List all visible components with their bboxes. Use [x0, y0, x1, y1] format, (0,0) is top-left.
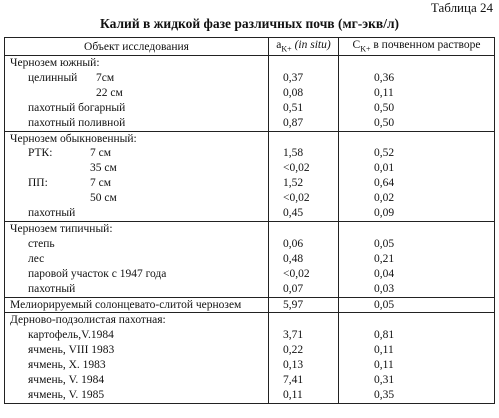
row-depth: 7см	[96, 71, 115, 84]
row-label: пахотный богарный	[28, 101, 126, 114]
row-label-cell	[5, 388, 269, 403]
row-label-cell	[5, 373, 269, 388]
row-label: пахотный	[28, 207, 76, 220]
row-label: степь	[28, 237, 55, 250]
a-value: 0,48	[269, 252, 339, 267]
row-label-cell	[5, 71, 269, 86]
c-value: 0,50	[339, 116, 495, 131]
table-row	[5, 358, 495, 373]
c-value: 0,01	[339, 161, 495, 176]
row-label: паровой участок с 1947 года	[28, 267, 167, 280]
a-value: 0,45	[269, 206, 339, 221]
row-depth: 35 см	[90, 162, 117, 175]
header-c	[339, 38, 495, 56]
c-value: 0,81	[339, 328, 495, 343]
c-value	[339, 221, 495, 236]
c-value: 0,03	[339, 282, 495, 297]
c-value: 0,64	[339, 176, 495, 191]
group-row	[5, 297, 495, 313]
row-label-cell	[5, 282, 269, 297]
row-label-cell	[5, 161, 269, 176]
a-value: 0,11	[269, 388, 339, 403]
potassium-table	[4, 37, 495, 404]
row-label: ПП:	[28, 177, 48, 190]
row-label-cell	[5, 101, 269, 116]
a-value: 1,58	[269, 146, 339, 161]
row-label: РТК:	[28, 147, 53, 160]
row-depth: 22 см	[96, 86, 123, 99]
c-value	[339, 56, 495, 71]
a-value: 1,52	[269, 176, 339, 191]
c-value: 0,50	[339, 101, 495, 116]
row-depth: 50 см	[90, 192, 117, 205]
a-value	[269, 56, 339, 71]
table-row	[5, 328, 495, 343]
table-row	[5, 101, 495, 116]
c-value: 0,31	[339, 373, 495, 388]
table-row	[5, 343, 495, 358]
header-a	[269, 38, 339, 56]
a-value	[269, 313, 339, 328]
row-label-cell	[5, 267, 269, 282]
table-row	[5, 116, 495, 131]
header-row	[5, 38, 495, 56]
row-label-cell	[5, 86, 269, 101]
group-name: Чернозем южный:	[5, 56, 269, 71]
c-value: 0,02	[339, 191, 495, 206]
a-value: <0,02	[269, 267, 339, 282]
table-number: Таблица 24	[430, 0, 493, 15]
a-value: 0,07	[269, 282, 339, 297]
row-label-cell	[5, 206, 269, 221]
row-label: лес	[28, 252, 45, 265]
a-value	[269, 131, 339, 146]
a-value: 0,13	[269, 358, 339, 373]
a-value: 0,08	[269, 86, 339, 101]
row-label-cell	[5, 191, 269, 206]
row-label: ячмень, VIII 1983	[28, 344, 115, 357]
row-depth: 7 см	[90, 147, 112, 160]
header-c-main: C	[352, 39, 361, 52]
a-value: <0,02	[269, 161, 339, 176]
table-row	[5, 71, 495, 86]
table-row	[5, 206, 495, 221]
row-label-cell	[5, 116, 269, 131]
a-value: 5,97	[269, 297, 339, 313]
group-name: Чернозем обыкновенный:	[5, 131, 269, 146]
group-name: Чернозем типичный:	[5, 221, 269, 236]
a-value: 0,06	[269, 237, 339, 252]
a-value: 0,37	[269, 71, 339, 86]
row-label-cell	[5, 252, 269, 267]
group-row	[5, 56, 495, 71]
row-label-cell	[5, 176, 269, 191]
group-row	[5, 221, 495, 236]
table-row	[5, 161, 495, 176]
a-value: 0,22	[269, 343, 339, 358]
a-value: <0,02	[269, 191, 339, 206]
c-value: 0,11	[339, 86, 495, 101]
table-row	[5, 388, 495, 403]
group-row	[5, 131, 495, 146]
c-value: 0,35	[339, 388, 495, 403]
c-value: 0,04	[339, 267, 495, 282]
table-row	[5, 237, 495, 252]
group-name: Дерново-подзолистая пахотная:	[5, 313, 269, 328]
row-label: пахотный поливной	[28, 116, 126, 129]
group-name: Мелиорируемый солонцевато-слитой чернозем	[5, 297, 269, 313]
c-value	[339, 313, 495, 328]
row-label: целинный	[28, 71, 78, 84]
c-value: 0,05	[339, 237, 495, 252]
row-depth: 7 см	[90, 177, 112, 190]
table-row	[5, 191, 495, 206]
table-row	[5, 252, 495, 267]
a-value: 3,71	[269, 328, 339, 343]
row-label-cell	[5, 358, 269, 373]
c-value: 0,11	[339, 343, 495, 358]
header-c-sub: K+	[360, 44, 371, 54]
table-row	[5, 146, 495, 161]
a-value	[269, 221, 339, 236]
table-row	[5, 373, 495, 388]
c-value: 0,52	[339, 146, 495, 161]
row-label: картофель,V.1984	[28, 329, 114, 342]
c-value: 0,11	[339, 358, 495, 373]
header-a-note: (in situ)	[294, 39, 331, 52]
table-row	[5, 176, 495, 191]
a-value: 0,51	[269, 101, 339, 116]
c-value: 0,05	[339, 297, 495, 313]
header-a-sub: K+	[281, 44, 292, 54]
row-label-cell	[5, 343, 269, 358]
c-value: 0,36	[339, 71, 495, 86]
header-c-note: в почвенном растворе	[373, 39, 481, 52]
row-label-cell	[5, 146, 269, 161]
group-row	[5, 313, 495, 328]
table-row	[5, 282, 495, 297]
row-label: ячмень, V. 1985	[28, 388, 105, 401]
row-label: ячмень, X. 1983	[28, 359, 106, 372]
header-object: Объект исследования	[5, 38, 269, 56]
a-value: 7,41	[269, 373, 339, 388]
c-value: 0,21	[339, 252, 495, 267]
row-label: пахотный	[28, 282, 76, 295]
c-value: 0,09	[339, 206, 495, 221]
row-label-cell	[5, 237, 269, 252]
table-title: Калий в жидкой фазе различных почв (мг-экв/л)	[99, 16, 400, 31]
row-label-cell	[5, 328, 269, 343]
table-row	[5, 267, 495, 282]
row-label: ячмень, V. 1984	[28, 374, 105, 387]
a-value: 0,87	[269, 116, 339, 131]
header-a-main: a	[276, 39, 282, 52]
table-row	[5, 86, 495, 101]
c-value	[339, 131, 495, 146]
